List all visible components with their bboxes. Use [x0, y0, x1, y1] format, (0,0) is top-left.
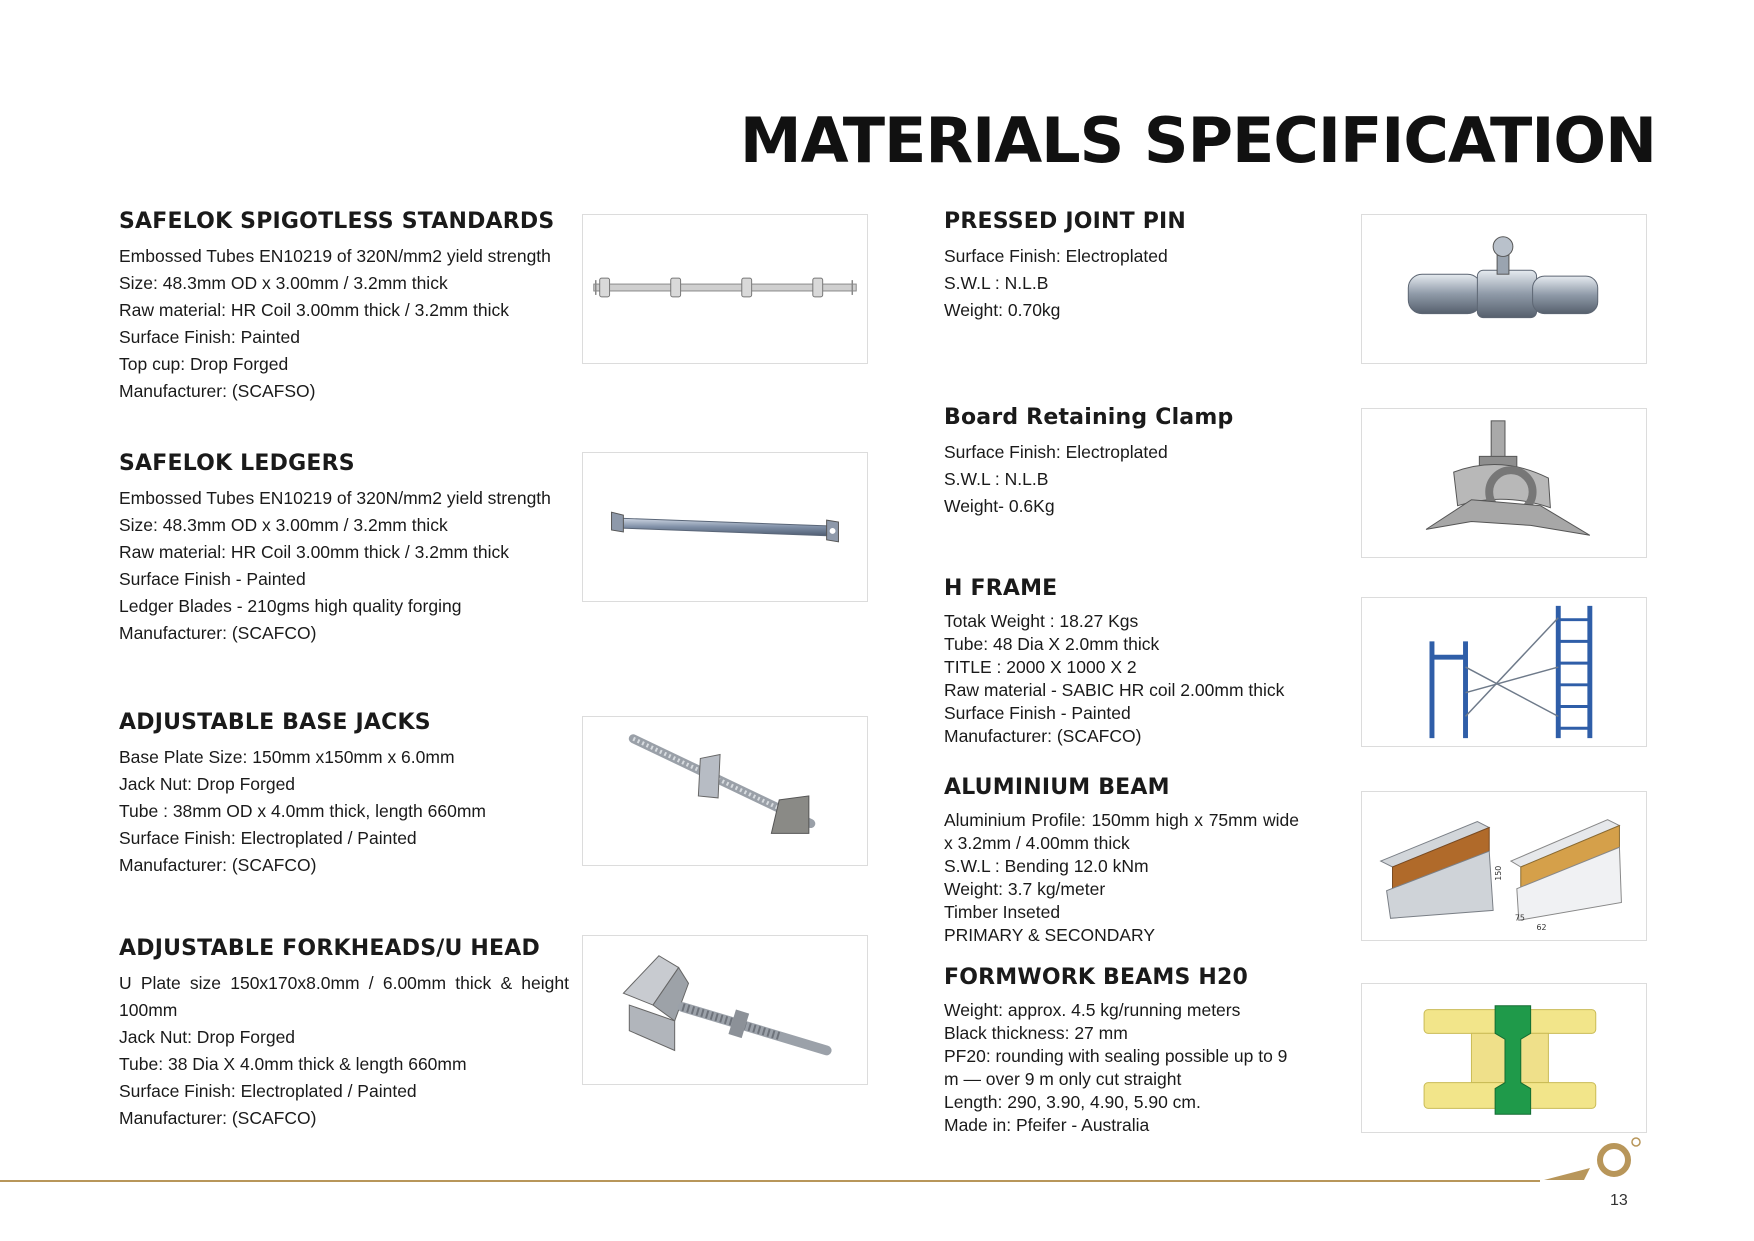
spec-line: Totak Weight : 18.27 Kgs: [944, 611, 1139, 632]
spec-lines: [119, 485, 569, 647]
spec-line: Weight: 3.7 kg/meter: [944, 879, 1106, 900]
spec-pressed-joint-pin: [944, 210, 1299, 324]
spec-line: PRIMARY & SECONDARY: [944, 925, 1156, 946]
spec-line: Surface Finish: Electroplated / Painted: [119, 1081, 417, 1102]
spec-line: Surface Finish: Electroplated: [944, 246, 1168, 267]
spec-line: Raw material: HR Coil 3.00mm thick / 3.2mm thick: [119, 542, 509, 563]
spec-line: Manufacturer: (SCAFCO): [119, 623, 317, 644]
spec-line: Jack Nut: Drop Forged: [119, 774, 296, 795]
ledger-image: [582, 452, 868, 602]
spec-formwork-beams: [944, 966, 1299, 1137]
h-frame-image: [1361, 597, 1647, 747]
spec-line: Black thickness: 27 mm: [944, 1023, 1128, 1044]
spec-title: FORMWORK BEAMS H20: [944, 965, 1249, 990]
formwork-beam-h20-image: [1361, 983, 1647, 1133]
dimension-label: 62: [1536, 923, 1547, 933]
spec-line: Length: 290, 3.90, 4.90, 5.90 cm.: [944, 1092, 1201, 1113]
spec-base-jacks: [119, 711, 569, 879]
spec-line: Tube: 38 Dia X 4.0mm thick & length 660mm: [119, 1054, 467, 1075]
spec-safelok-standards: [119, 210, 569, 405]
spec-lines: [944, 999, 1299, 1137]
spec-line: Weight- 0.6Kg: [944, 496, 1055, 517]
spec-line: Size: 48.3mm OD x 3.00mm / 3.2mm thick: [119, 273, 448, 294]
spec-forkheads: [119, 937, 569, 1132]
spec-lines: [119, 744, 569, 879]
footer-wedge-icon: [1544, 1166, 1592, 1182]
spec-line: Surface Finish - Painted: [119, 569, 306, 590]
spec-line: PF20: rounding with sealing possible up to 9 m — over 9 m only cut straight: [944, 1046, 1288, 1090]
spec-line: Manufacturer: (SCAFCO): [119, 855, 317, 876]
u-head-image: [582, 935, 868, 1085]
spec-lines: [944, 809, 1299, 947]
spec-line: Surface Finish: Electroplated: [944, 442, 1168, 463]
spec-line: Made in: Pfeifer - Australia: [944, 1115, 1150, 1136]
spec-title: H FRAME: [944, 576, 1058, 601]
spec-aluminium-beam: [944, 776, 1299, 947]
spec-line: Manufacturer: (SCAFSO): [119, 381, 316, 402]
dimension-label: 75: [1514, 913, 1525, 923]
spec-line: Manufacturer: (SCAFCO): [944, 726, 1142, 747]
logo-ring-icon: [1596, 1136, 1642, 1178]
spec-line: TITLE : 2000 X 1000 X 2: [944, 657, 1137, 678]
spec-lines: [944, 243, 1299, 324]
page-title: MATERIALS SPECIFICATION: [739, 104, 1656, 177]
page-number: 13: [1610, 1192, 1628, 1209]
spec-line: Ledger Blades - 210gms high quality forging: [119, 596, 462, 617]
spec-line: Raw material - SABIC HR coil 2.00mm thick: [944, 680, 1285, 701]
spec-line: Timber Inseted: [944, 902, 1061, 923]
spec-line: Surface Finish: Painted: [119, 327, 300, 348]
spec-line: Jack Nut: Drop Forged: [119, 1027, 296, 1048]
spec-title: Board Retaining Clamp: [944, 405, 1234, 430]
spec-title: ALUMINIUM BEAM: [944, 775, 1170, 800]
spec-line: Tube: 48 Dia X 2.0mm thick: [944, 634, 1160, 655]
spec-title: SAFELOK SPIGOTLESS STANDARDS: [119, 209, 555, 234]
spec-line: Size: 48.3mm OD x 3.00mm / 3.2mm thick: [119, 515, 448, 536]
spec-line: Embossed Tubes EN10219 of 320N/mm2 yield strength: [119, 488, 551, 509]
spec-line: U Plate size 150x170x8.0mm / 6.00mm thick & height 100mm: [119, 973, 569, 1021]
spec-line: Surface Finish - Painted: [944, 703, 1131, 724]
spec-safelok-ledgers: [119, 452, 569, 647]
footer-rule: [0, 1180, 1540, 1182]
spec-h-frame: [944, 577, 1299, 748]
base-jack-image: [582, 716, 868, 866]
spec-line: Raw material: HR Coil 3.00mm thick / 3.2mm thick: [119, 300, 509, 321]
spec-line: Weight: 0.70kg: [944, 300, 1061, 321]
spec-title: SAFELOK LEDGERS: [119, 451, 355, 476]
spec-line: Embossed Tubes EN10219 of 320N/mm2 yield strength: [119, 246, 551, 267]
spec-title: ADJUSTABLE FORKHEADS/U HEAD: [119, 936, 540, 961]
spec-line: S.W.L : N.L.B: [944, 469, 1049, 490]
board-retaining-clamp-image: [1361, 408, 1647, 558]
spec-lines: [119, 243, 569, 405]
spec-line: Aluminium Profile: 150mm high x 75mm wide x 3.2mm / 4.00mm thick: [944, 810, 1299, 854]
spec-line: Base Plate Size: 150mm x150mm x 6.0mm: [119, 747, 455, 768]
spec-line: Manufacturer: (SCAFCO): [119, 1108, 317, 1129]
pressed-joint-pin-image: [1361, 214, 1647, 364]
spec-lines: [119, 970, 569, 1132]
spec-line: Surface Finish: Electroplated / Painted: [119, 828, 417, 849]
spec-line: S.W.L : N.L.B: [944, 273, 1049, 294]
spec-line: Top cup: Drop Forged: [119, 354, 289, 375]
spec-line: Weight: approx. 4.5 kg/running meters: [944, 1000, 1241, 1021]
dimension-label: 150: [1494, 865, 1504, 881]
spigotless-standard-image: [582, 214, 868, 364]
spec-board-retaining-clamp: [944, 406, 1299, 520]
spec-line: S.W.L : Bending 12.0 kNm: [944, 856, 1149, 877]
spec-title: ADJUSTABLE BASE JACKS: [119, 710, 431, 735]
spec-lines: [944, 439, 1299, 520]
aluminium-beam-image: [1361, 791, 1647, 941]
spec-line: Tube : 38mm OD x 4.0mm thick, length 660mm: [119, 801, 486, 822]
spec-title: PRESSED JOINT PIN: [944, 209, 1187, 234]
spec-lines: [944, 610, 1299, 748]
